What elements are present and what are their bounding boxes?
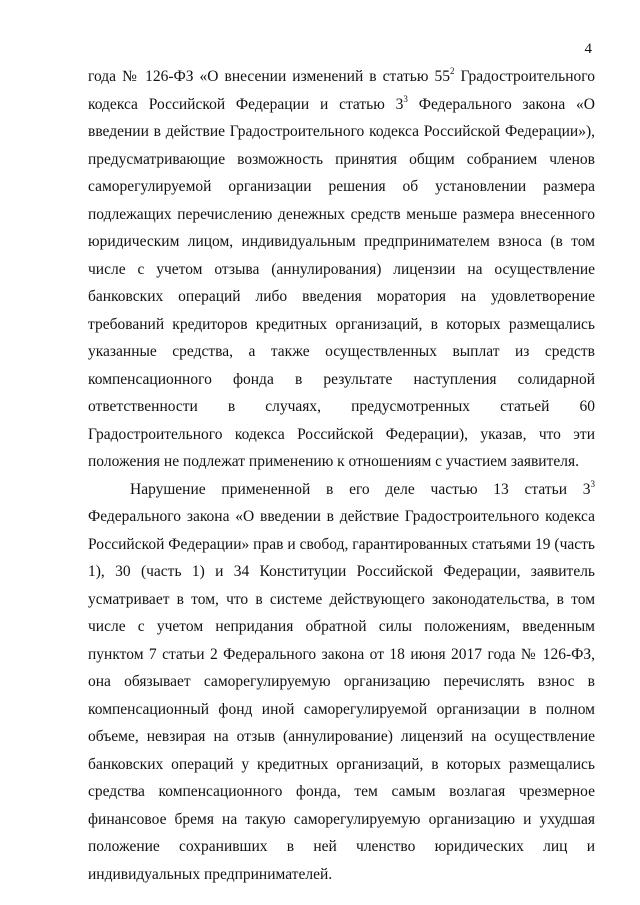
paragraph-1-text-a: года № 126-ФЗ «О внесении изменений в статью 55 — [88, 68, 450, 85]
paragraph-1-text-b: Градостроительного кодекса Российской Федерации и статью 3 — [88, 68, 595, 113]
superscript: 3 — [590, 478, 595, 489]
paragraph-1-text-c: Федерального закона «О введении в действие Градостроительного кодекса Российской Федерации»), предусматривающие возможность принятия общим собранием членов саморегулируемой организации решения об установлении размера подлежащих перечислению денежных средств меньше размера внесенного юридическим лицом, индивидуальным предпринимателем взноса (в том числе с учетом отзыва (аннулирования) лицензии на осуществление банковских операций либо введения моратория на удовлетворение требований кредиторов кредитных организаций, в которых размещались указанные средства, а также осуществленных выплат из средств компенсационного фонда в результате наступления солидарной ответственности в случаях, предусмотренных статьей 60 Градостроительного кодекса Российской Федерации), указав, что эти положения не подлежат применению к отношениям с участием заявителя. — [88, 95, 595, 470]
superscript: 3 — [403, 93, 408, 104]
paragraph-violation-claim — [88, 476, 595, 889]
superscript: 2 — [449, 66, 455, 76]
paragraph-2-text-a: Нарушение примененной в его деле частью 13 статьи 3 — [130, 480, 591, 498]
document-body — [88, 63, 595, 888]
paragraph-continuation — [88, 63, 595, 476]
paragraph-2-text-b: Федерального закона «О введении в действие Градостроительного кодекса Российской Федерации» прав и свобод, гарантированных статьями 19 (часть 1), 30 (часть 1) и 34 Конституции Российской Федерации, заявитель усматривает в том, что в системе действующего законодательства, в том числе с учетом непридания обратной силы положениям, введенным пунктом 7 статьи 2 Федерального закона от 18 июня 2017 года № 126-ФЗ, она обязывает саморегулируемую организацию перечислять взнос в компенсационный фонд иной саморегулируемой организации в полном объеме, невзирая на отзыв (аннулирование) лицензий на осуществление банковских операций у кредитных организаций, в которых размещались средства компенсационного фонда, тем самым возлагая чрезмерное финансовое бремя на такую саморегулируемую организацию и ухудшая положение сохранивших в ней членство юридических лиц и индивидуальных предпринимателей. — [88, 508, 595, 883]
page-number: 4 — [584, 41, 592, 57]
